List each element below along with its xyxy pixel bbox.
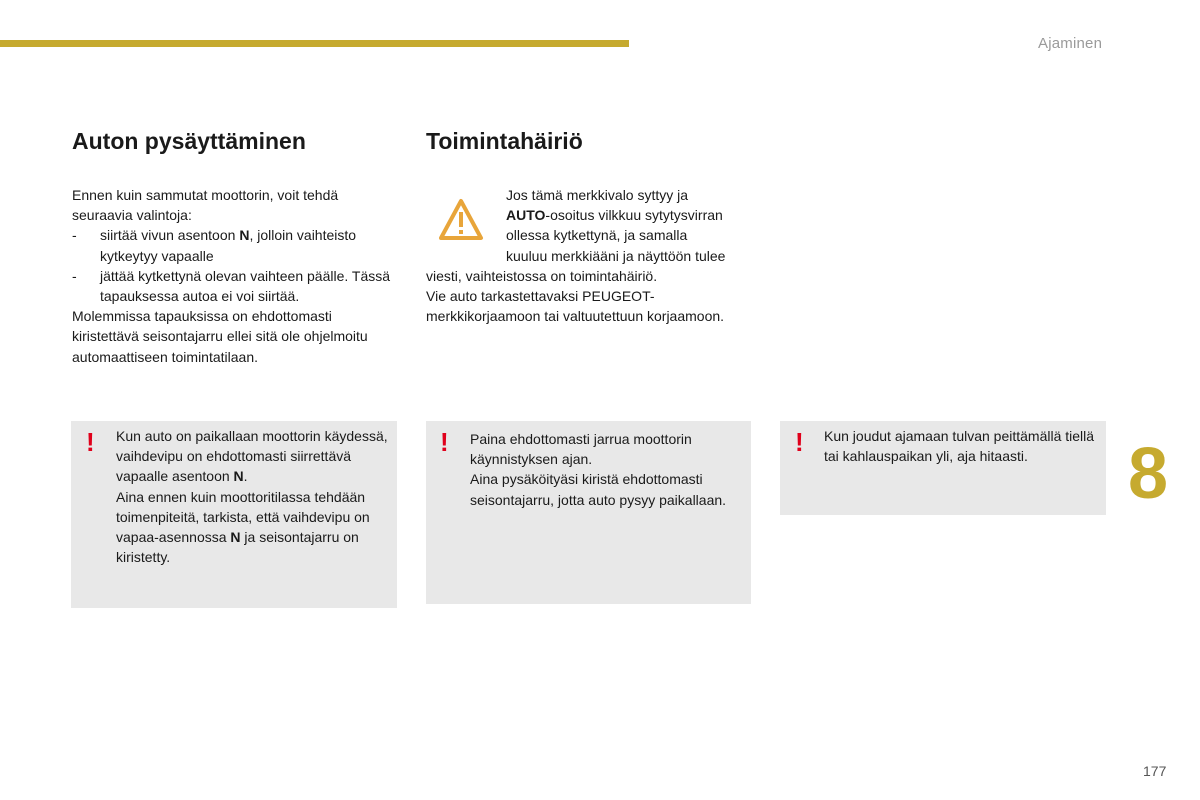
note-3-line-1: Kun joudut ajamaan tulvan peittämällä tiellä tai kahlauspaikan yli, aja hitaasti. [824,428,1095,465]
bullet-text: siirtää vivun asentoon [100,227,240,244]
note-1-text [116,426,391,567]
middle-para-1 [426,185,756,286]
note-text: ja seisontajarru on kiristetty. [116,529,359,566]
section-label: Ajaminen [1038,35,1103,52]
middle-body [426,185,756,326]
left-heading: Auton pysäyttäminen [72,128,306,154]
exclamation-icon: ! [86,427,95,457]
middle-para-1-line: AUTO-osoitus vilkkuu sytytysvirran [506,207,723,224]
middle-para-1-line: kuuluu merkkiääni ja näyttöön tulee [506,247,726,264]
note-text: . [243,468,248,485]
note-1-line-1 [116,426,391,487]
left-intro: Ennen kuin sammutat moottorin, voit tehdä seuraavia valintoja: [72,187,339,224]
note-2-line-1: Paina ehdottomasti jarrua moottorin käynnistyksen ajan. [470,431,692,468]
bullet-dash: - [72,267,77,284]
middle-para-1-line: ollessa kytkettynä, ja samalla [506,227,688,244]
auto-label: AUTO [506,207,546,224]
middle-heading: Toimintahäiriö [426,128,583,154]
chapter-number: 8 [1128,434,1169,514]
left-body [72,185,392,367]
page-number: 177 [1143,763,1167,779]
middle-para-2: Vie auto tarkastettavaksi PEUGEOT-merkkikorjaamoon tai valtuutettuun korjaamoon. [426,288,725,325]
exclamation-icon: ! [795,427,804,457]
bullet-text: jättää kytkettynä olevan vaihteen päälle. Tässä tapauksessa autoa ei voi siirtää. [100,267,391,305]
note-bold: N [233,468,244,485]
left-closing: Molemmissa tapauksissa on ehdottomasti kiristettävä seisontajarru ellei sitä ole ohjelmoitu automaattiseen toimintatilaan. [72,308,368,365]
note-bold: N [230,529,241,546]
left-bullet-2 [72,266,392,306]
note-2-text [470,429,740,510]
header-accent-bar [0,40,629,47]
exclamation-icon: ! [440,427,449,457]
note-3-text [824,426,1099,466]
left-bullet-1 [72,225,392,265]
middle-para-1-line: viesti, vaihteistossa on toimintahäiriö. [426,267,658,284]
bullet-dash: - [72,227,77,244]
note-text: Kun auto on paikallaan moottorin käydessä, vaihdevipu on ehdottomasti siirrettävä vapaalle asentoon [116,428,388,485]
middle-para-1-line: Jos tämä merkkivalo syttyy ja [506,187,689,203]
note-1-line-2 [116,487,391,568]
note-text: Aina ennen kuin moottoritilassa tehdään toimenpiteitä, tarkista, että vaihdevipu on vapaa-asennossa [116,488,370,546]
note-2-line-2: Aina pysäköityäsi kiristä ehdottomasti seisontajarru, jotta auto pysyy paikallaan. [470,471,727,508]
bullet-text-after: , jolloin vaihteisto kytkeytyy vapaalle [100,227,357,264]
bullet-bold: N [239,227,250,244]
